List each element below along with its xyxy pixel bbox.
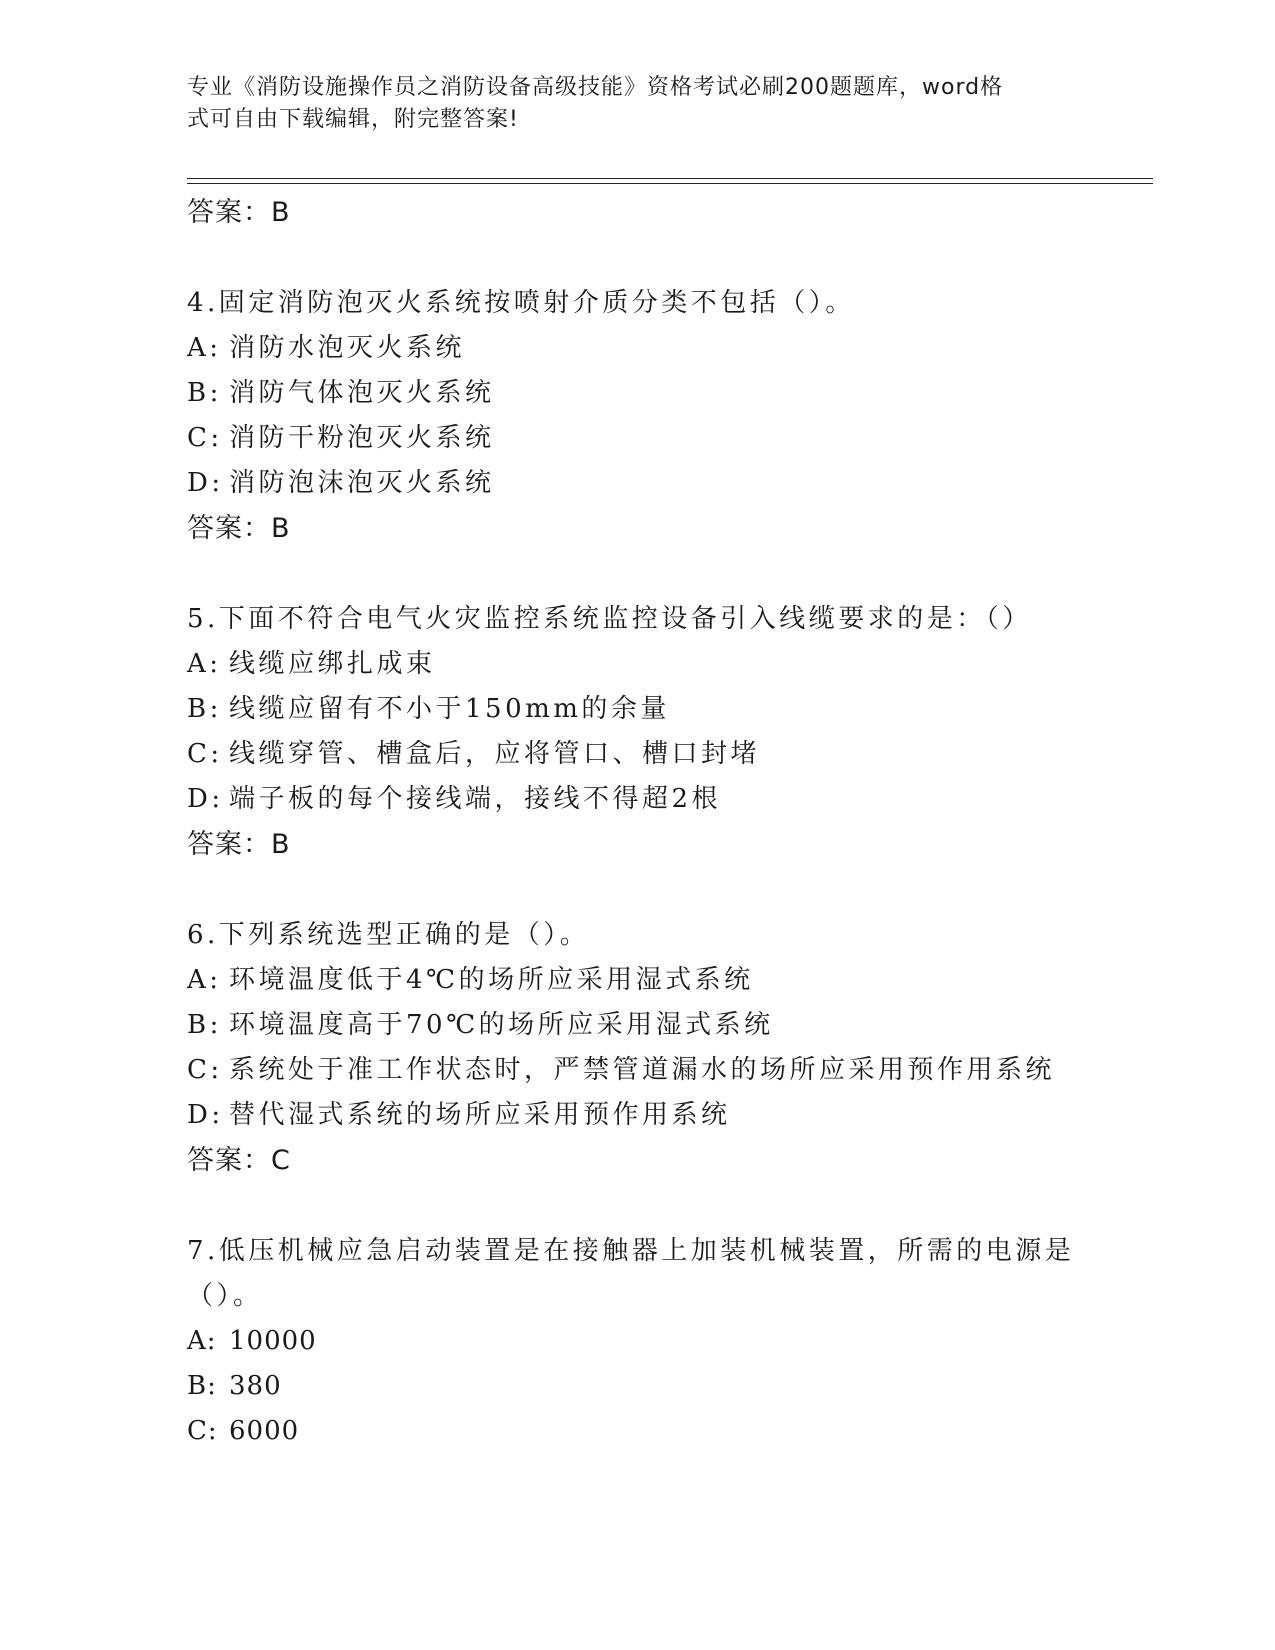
answer-line: 答案：B	[187, 197, 291, 228]
question-stem: 7.低压机械应急启动装置是在接触器上加装机械装置，所需的电源是	[187, 1236, 1075, 1266]
option-b	[187, 371, 1087, 416]
option-letter: B:	[187, 378, 222, 408]
option-letter: A:	[187, 649, 222, 679]
option-letter: B:	[187, 694, 222, 724]
header-line-2: 式可自由下载编辑，附完整答案!	[187, 107, 519, 132]
option-letter: B:	[187, 1010, 222, 1040]
option-text: 消防气体泡灭火系统	[229, 378, 495, 408]
option-a	[187, 642, 1087, 687]
option-b	[187, 1364, 1087, 1409]
option-c	[187, 732, 1087, 777]
option-letter: D:	[187, 784, 224, 814]
option-b	[187, 687, 1087, 732]
option-text: 10000	[229, 1326, 317, 1356]
question-block	[187, 597, 1087, 867]
option-d	[187, 1093, 1087, 1138]
question-stem-continued: （）。	[187, 1281, 263, 1311]
option-d	[187, 777, 1087, 822]
option-letter: B:	[187, 1371, 217, 1401]
option-text: 系统处于准工作状态时，严禁管道漏水的场所应采用预作用系统	[229, 1055, 1056, 1085]
option-text: 环境温度低于4℃的场所应采用湿式系统	[229, 965, 754, 995]
question-stem: 4.固定消防泡灭火系统按喷射介质分类不包括（）。	[187, 288, 855, 318]
option-letter: A:	[187, 965, 222, 995]
option-text: 线缆应留有不小于150mm的余量	[229, 694, 670, 724]
option-a	[187, 1319, 1087, 1364]
option-text: 端子板的每个接线端，接线不得超2根	[229, 784, 722, 814]
question-block	[187, 1229, 1087, 1454]
option-letter: D:	[187, 1100, 224, 1130]
option-text: 消防泡沫泡灭火系统	[229, 468, 495, 498]
option-letter: C:	[187, 1416, 218, 1446]
question-block	[187, 281, 1087, 551]
option-letter: C:	[187, 1055, 223, 1085]
option-letter: A:	[187, 1326, 217, 1356]
option-text: 消防干粉泡灭火系统	[229, 423, 495, 453]
answer-line: 答案：B	[187, 513, 291, 544]
option-b	[187, 1003, 1087, 1048]
option-a	[187, 326, 1087, 371]
option-c	[187, 1409, 1087, 1454]
option-letter: C:	[187, 423, 223, 453]
header-rule-bottom	[187, 183, 1153, 184]
option-letter: D:	[187, 468, 224, 498]
question-list	[187, 190, 1087, 1454]
option-text: 线缆穿管、槽盒后，应将管口、槽口封堵	[229, 739, 761, 769]
option-c	[187, 1048, 1087, 1093]
option-letter: C:	[187, 739, 223, 769]
header-line-1: 专业《消防设施操作员之消防设备高级技能》资格考试必刷200题题库，word格	[187, 75, 1004, 100]
option-text: 环境温度高于70℃的场所应采用湿式系统	[229, 1010, 774, 1040]
option-c	[187, 416, 1087, 461]
option-d	[187, 461, 1087, 506]
question-stem: 5.下面不符合电气火灾监控系统监控设备引入线缆要求的是：（）	[187, 604, 1032, 634]
option-text: 380	[229, 1371, 282, 1401]
question-block	[187, 913, 1087, 1183]
answer-line: 答案：B	[187, 829, 291, 860]
option-letter: A:	[187, 333, 222, 363]
option-text: 消防水泡灭火系统	[229, 333, 466, 363]
question-stem: 6.下列系统选型正确的是（）。	[187, 920, 590, 950]
option-text: 替代湿式系统的场所应采用预作用系统	[229, 1100, 731, 1130]
page-header	[187, 72, 1067, 136]
answer-line: 答案：C	[187, 1145, 291, 1176]
option-a	[187, 958, 1087, 1003]
option-text: 线缆应绑扎成束	[229, 649, 436, 679]
option-text: 6000	[229, 1416, 300, 1446]
header-rule-top	[187, 178, 1153, 179]
